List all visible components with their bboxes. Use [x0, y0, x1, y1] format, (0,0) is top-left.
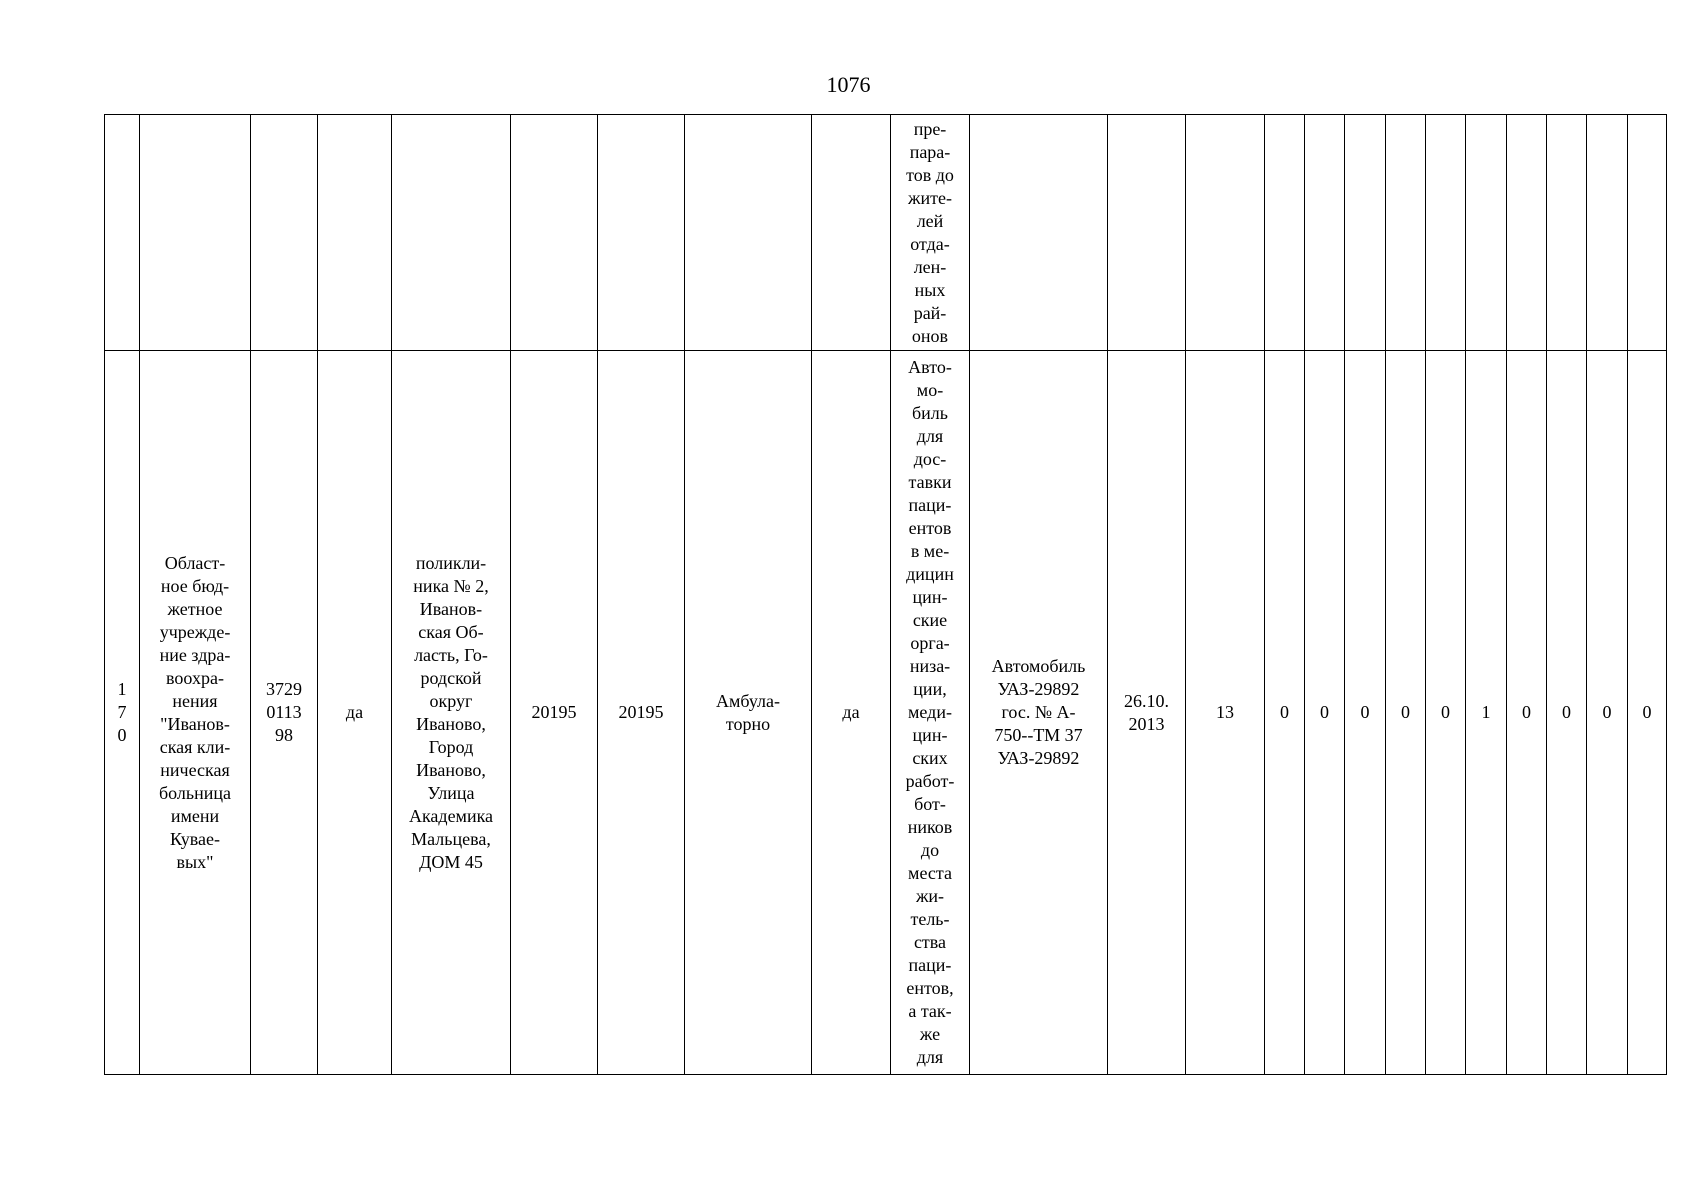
cell-flag [812, 115, 891, 351]
cell-value [1628, 115, 1667, 351]
cell-value [1345, 115, 1386, 351]
cell-index: 1 7 0 [105, 351, 140, 1075]
cell-value: 0 [1426, 351, 1466, 1075]
cell-value [1466, 115, 1507, 351]
cell-vehicle: Автомобиль УАЗ-29892 гос. № А- 750--ТМ 37 УАЗ-29892 [970, 351, 1108, 1075]
cell-value: 0 [1628, 351, 1667, 1075]
cell-flag [318, 115, 392, 351]
cell-number [598, 115, 685, 351]
cell-value [1426, 115, 1466, 351]
cell-value: 1 [1466, 351, 1507, 1075]
cell-inn: 3729 0113 98 [251, 351, 318, 1075]
cell-date: 26.10. 2013 [1108, 351, 1186, 1075]
cell-organization: Област- ное бюд- жетное учрежде- ние здра- воохра- нения "Иванов- ская кли- ническая больница имени Кувае- вых" [140, 351, 251, 1075]
cell-count [1186, 115, 1265, 351]
cell-index [105, 115, 140, 351]
table-row [105, 351, 1667, 1075]
cell-care-type: Амбула- торно [685, 351, 812, 1075]
cell-value: 0 [1507, 351, 1547, 1075]
cell-number: 20195 [598, 351, 685, 1075]
cell-value [1587, 115, 1628, 351]
cell-value [1507, 115, 1547, 351]
data-table [104, 114, 1667, 1075]
cell-value [1547, 115, 1587, 351]
page-number: 1076 [826, 72, 871, 97]
cell-count: 13 [1186, 351, 1265, 1075]
cell-value: 0 [1305, 351, 1345, 1075]
cell-date [1108, 115, 1186, 351]
cell-organization [140, 115, 251, 351]
cell-value: 0 [1265, 351, 1305, 1075]
cell-number: 20195 [511, 351, 598, 1075]
cell-address [392, 115, 511, 351]
table-row [105, 115, 1667, 351]
cell-flag: да [812, 351, 891, 1075]
cell-value: 0 [1345, 351, 1386, 1075]
cell-flag: да [318, 351, 392, 1075]
cell-value: 0 [1386, 351, 1426, 1075]
cell-vehicle [970, 115, 1108, 351]
cell-care-type [685, 115, 812, 351]
cell-number [511, 115, 598, 351]
cell-address: поликли- ника № 2, Иванов- ская Об- ласть, Го- родской округ Иваново, Город Иваново, Улица Академика Мальцева, ДОМ 45 [392, 351, 511, 1075]
cell-value [1386, 115, 1426, 351]
cell-purpose: Авто- мо- биль для дос- тавки паци- ентов в ме- дицин цин- ские орга- низа- ции, меди- цин- ских работ- бот- ников до места жи- тель- ства паци- ентов, а так- же для [891, 351, 970, 1075]
cell-inn [251, 115, 318, 351]
cell-purpose: пре- пара- тов до жите- лей отда- лен- ных рай- онов [891, 115, 970, 351]
cell-value [1265, 115, 1305, 351]
cell-value [1305, 115, 1345, 351]
cell-value: 0 [1587, 351, 1628, 1075]
cell-value: 0 [1547, 351, 1587, 1075]
